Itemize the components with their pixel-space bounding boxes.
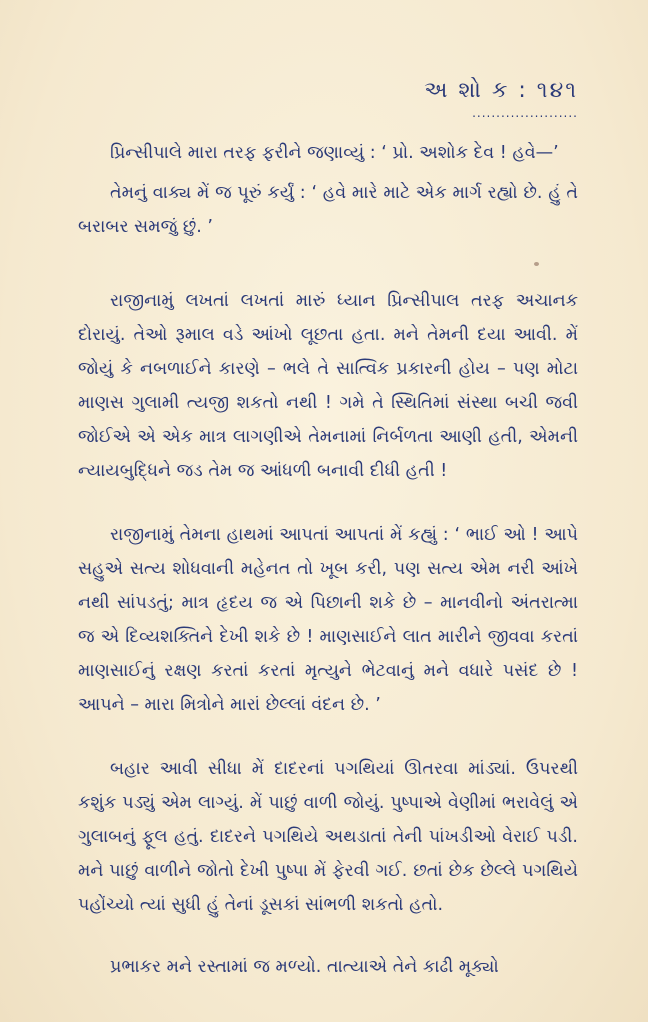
paragraph-2: તેમનું વાક્ય મેં જ પૂરું કર્યું : ‘ હવે મારે માટે એક માર્ગ રહ્યો છે. હું તે બરાબર સમજું છું. ’ — [78, 183, 578, 237]
running-header — [424, 78, 578, 119]
running-head-title: અ શો ક : ૧૪૧ — [424, 78, 578, 103]
paragraph-1: પ્રિન્સીપાલે મારા તરફ ફરીને જણાવ્યું : ‘ પ્રો. અશોક દેવ ! હવે—’ — [110, 143, 559, 163]
page-body — [78, 136, 578, 1008]
paragraph-5: બહાર આવી સીધા મેં દાદરનાં પગથિયાં ઊતરવા માંડ્યાં. ઉપરથી કશુંક પડ્યું એમ લાગ્યું. મેં પાછું વાળી જોયું. પુષ્પાએ વેણીમાં ભરાવેલું એ ગુલાબનું ફૂલ હતું. દાદરને પગથિયે અથડાતાં તેની પાંખડીઓ વેરાઈ પડી. મને પાછું વાળીને જોતો દેખી પુષ્પા મેં ફેરવી ગઈ. છતાં છેક છેલ્લે પગથિયે પહોંચ્યો ત્યાં સુધી હું તેનાં ડૂસકાં સાંભળી શકતો હતો. — [78, 759, 578, 915]
paragraph-3: રાજીનામું લખતાં લખતાં મારું ધ્યાન પ્રિન્સીપાલ તરફ અચાનક દોરાયું. તેઓ રૂમાલ વડે આંખો લૂછતા હતા. મને તેમની દયા આવી. મેં જોયું કે નબળાઈને કારણે – ભલે તે સાત્વિક પ્રકારની હોય – પણ મોટા માણસ ગુલામી ત્યજી શકતો નથી ! ગમે તે સ્થિતિમાં સંસ્થા બચી જવી જોઈએ એ એક માત્ર લાગણીએ તેમનામાં નિર્બળતા આણી હતી, એમની ન્યાયબુદ્ધિને જડ તેમ જ આંધળી બનાવી દીધી હતી ! — [78, 291, 578, 481]
paragraph-4: રાજીનામું તેમના હાથમાં આપતાં આપતાં મેં કહ્યું : ‘ ભાઈ ઓ ! આપે સહુએ સત્ય શોધવાની મહેનત તો ખૂબ કરી, પણ સત્ય એમ નરી આંખે નથી સાંપડતું; માત્ર હૃદય જ એ પિછાની શકે છે – માનવીનો અંતરાત્મા જ એ દિવ્યશક્તિને દેખી શકે છે ! માણસાઈને લાત મારીને જીવવા કરતાં માણસાઈનું રક્ષણ કરતાં કરતાં મૃત્યુને ભેટવાનું મને વધારે પસંદ છે ! આપને – મારા મિત્રોને મારાં છેલ્લાં વંદન છે. ’ — [78, 525, 578, 715]
header-dotted-rule: ...................... — [472, 106, 578, 120]
paragraph-6: પ્રભાકર મને રસ્તામાં જ મળ્યો. તાત્યાએ તેને કાઢી મૂક્યો — [110, 957, 499, 977]
